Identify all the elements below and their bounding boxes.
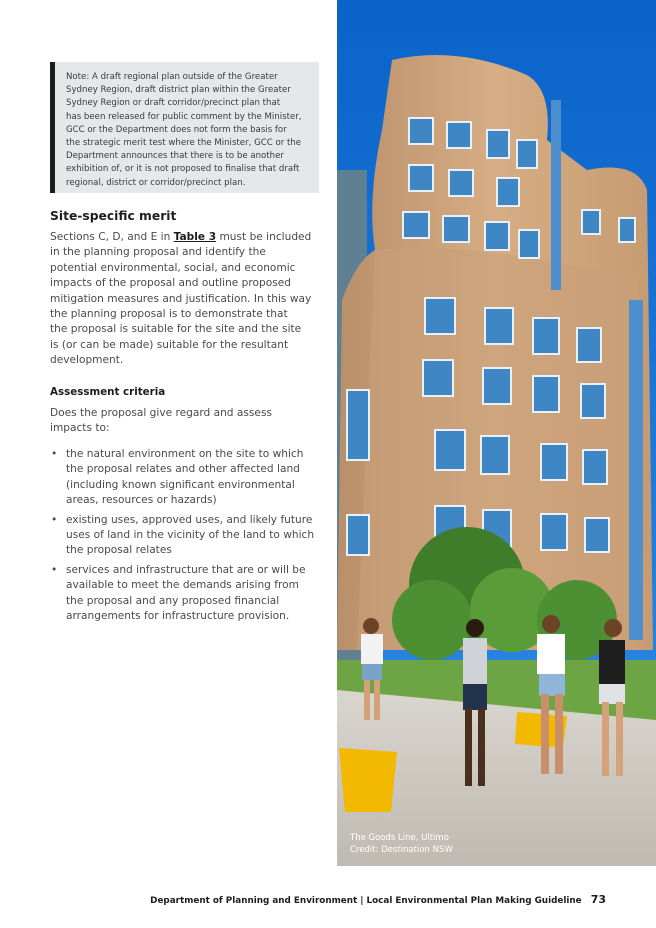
page-footer [150, 893, 606, 906]
page-number: 73 [590, 893, 606, 906]
bullet-item-land-uses: • existing uses, approved uses, and likely future uses of land in the vicinity of the land to which the proposal relates [50, 513, 332, 559]
bullet-item-services-infrastructure: • services and infrastructure that are or will be available to meet the demands arising from the proposal and any proposed financial arrangements for infrastructure provision. [50, 563, 332, 625]
goods-line-photo [337, 0, 656, 866]
footer-title: Department of Planning and Environment | Local Environmental Plan Making Guideline [150, 896, 582, 906]
note-text: Note: A draft regional plan outside of the Greater Sydney Region, draft district plan within the Greater Sydney Region or draft corridor/precinct plan that has been released for public comment by the Minister, GCC or the Department does not form the basis for the strategic merit test where the Minister, GCC or the Department announces that there is to be another exhibition of, or it is not proposed to finalise that draft regional, district or corridor/precinct plan. [66, 72, 302, 188]
assessment-bullet-list [50, 447, 332, 628]
site-specific-heading: Site-specific merit [50, 209, 177, 223]
assessment-criteria-heading: Assessment criteria [50, 386, 166, 398]
assessment-intro: Does the proposal give regard and assess impacts to: [50, 407, 272, 435]
site-specific-text-start: Sections C, D, and E in [50, 231, 174, 243]
table-3-link[interactable]: Table 3 [173, 231, 217, 243]
photo-caption: The Goods Line, Ultimo Credit: Destination NSW [350, 833, 453, 855]
note-box [50, 62, 319, 193]
bullet-item-natural-environment: • the natural environment on the site to which the proposal relates and other affected land (including known significant environmental areas, resources or hazards) [50, 447, 332, 509]
site-specific-paragraph [50, 230, 332, 369]
site-specific-text-end: must be included in the planning proposal and identify the potential environmental, social, and economic impacts of the proposal and outline proposed mitigation measures and justification. In this way the planning proposal is to demonstrate that the proposal is suitable for the site and the site is (or can be made) suitable for the resultant development. [50, 231, 312, 367]
